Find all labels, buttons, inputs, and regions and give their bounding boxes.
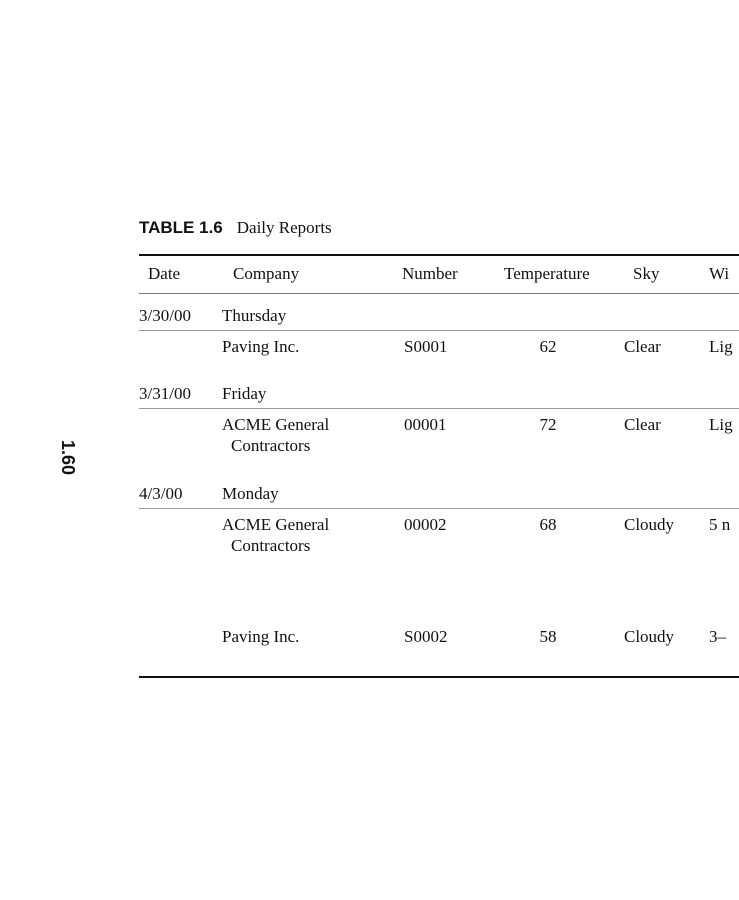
row-company-line1: ACME General (222, 415, 330, 434)
row-sky: Cloudy (624, 627, 675, 646)
table-label: TABLE 1.6 (139, 218, 223, 237)
group-day: Monday (222, 484, 279, 503)
row-number: S0002 (404, 627, 448, 646)
row-sky: Clear (624, 337, 661, 356)
row-wind: Lig (709, 415, 733, 434)
group-date: 4/3/00 (139, 484, 183, 503)
row-wind: 5 n (709, 515, 731, 534)
row-number: S0001 (404, 337, 448, 356)
group-day: Friday (222, 384, 267, 403)
table-title: Daily Reports (236, 218, 332, 237)
header-temperature: Temperature (504, 264, 590, 283)
row-company-line2: Contractors (231, 436, 311, 455)
group-date: 3/30/00 (139, 306, 191, 325)
header-date: Date (148, 264, 181, 283)
page-number: 1.60 (58, 440, 78, 476)
row-number: 00002 (404, 515, 447, 534)
row-wind: Lig (709, 337, 733, 356)
row-company-line2: Contractors (231, 536, 311, 555)
table-top-rule (139, 254, 739, 256)
header-company: Company (233, 264, 300, 283)
row-company (222, 414, 329, 456)
table-bottom-rule (139, 676, 739, 678)
row-company: Paving Inc. (222, 627, 300, 646)
row-number: 00001 (404, 415, 447, 434)
table-caption (139, 218, 332, 238)
group-day: Thursday (222, 306, 287, 325)
group-rule (139, 330, 739, 331)
header-number: Number (402, 264, 458, 283)
header-wind: Wi (709, 264, 730, 283)
header-sky: Sky (633, 264, 660, 283)
row-sky: Cloudy (624, 515, 675, 534)
row-wind: 3– (709, 627, 726, 646)
row-company-line1: ACME General (222, 515, 330, 534)
header-rule (139, 293, 739, 294)
row-sky: Clear (624, 415, 661, 434)
row-temperature: 58 (539, 627, 557, 646)
group-rule (139, 508, 739, 509)
row-temperature: 62 (539, 337, 557, 356)
group-date: 3/31/00 (139, 384, 191, 403)
group-rule (139, 408, 739, 409)
row-temperature: 72 (539, 415, 557, 434)
row-company (222, 514, 329, 556)
row-temperature: 68 (539, 515, 557, 534)
row-company: Paving Inc. (222, 337, 300, 356)
